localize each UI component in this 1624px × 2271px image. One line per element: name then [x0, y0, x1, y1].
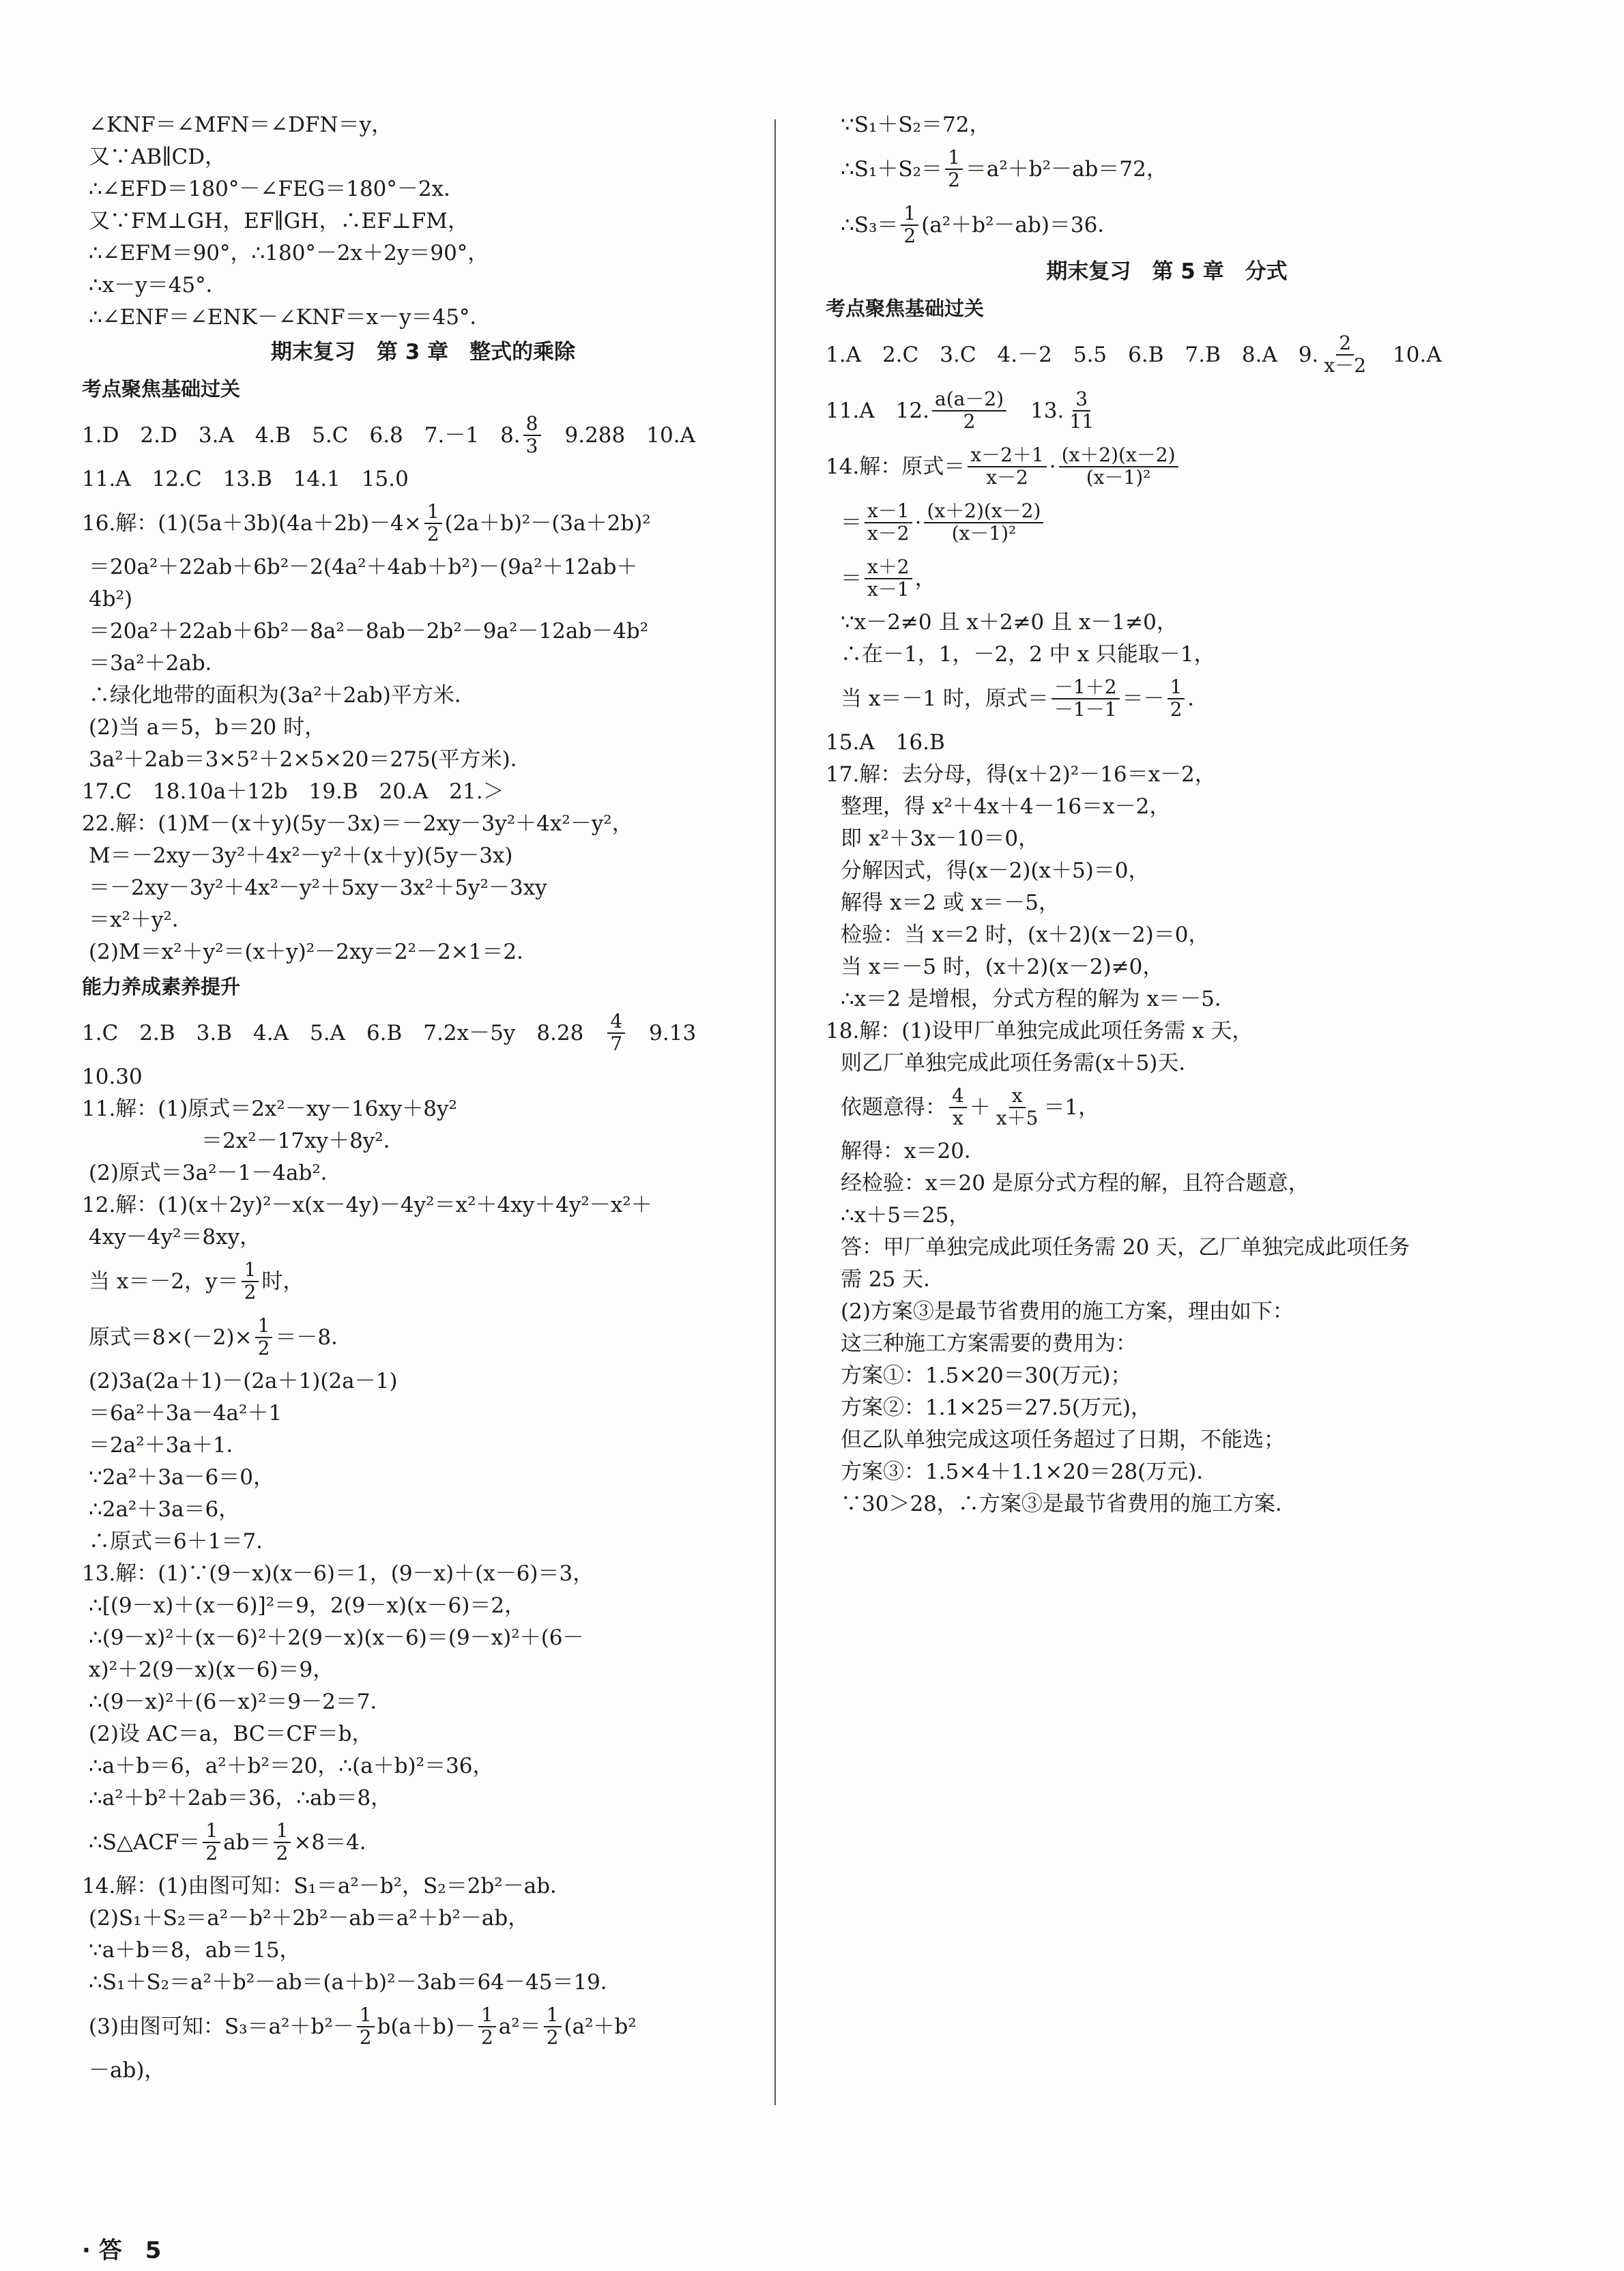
text-line: 检验：当 x＝2 时，(x＋2)(x－2)＝0，	[841, 923, 1210, 947]
text-line: 经检验：x＝20 是原分式方程的解，且符合题意，	[841, 1171, 1309, 1196]
text-line: 17.解：去分母，得(x＋2)²－16＝x－2，	[826, 762, 1216, 787]
text-line: ∴绿化地带的面积为(3a²＋2ab)平方米．	[89, 683, 476, 708]
answer-line: 11.A 12. $\frac{a(a-2)}{2}$ 13. $\frac{3}{11}$	[826, 383, 1508, 439]
text-line: ∴∠ENF＝∠ENK－∠KNF＝x－y＝45°．	[89, 305, 491, 330]
text-line: ∴S₁＋S₂＝a²＋b²－ab＝(a＋b)²－3ab＝64－45＝19．	[89, 1970, 622, 1995]
text-line: 解得 x＝2 或 x＝－5，	[841, 891, 1060, 915]
text-line: (2)原式＝3a²－1－4ab²．	[89, 1161, 342, 1185]
answer-line: 1.A 2.C 3.C 4.－2 5.5 6.B 7.B 8.A 9. $\frac{2}{x-2}$ 10.A	[826, 332, 1442, 377]
text-line: ∴∠EFM＝90°，∴180°－2x＋2y＝90°，	[89, 241, 489, 265]
text-line: 又∵AB∥CD，	[89, 145, 227, 169]
fraction: $\frac{1}{2}$	[945, 147, 963, 191]
text-line: ＝ $\frac{x+2}{x-1}$ ，	[841, 555, 936, 601]
fraction: $\frac{1}{2}$	[242, 1260, 259, 1303]
text-line: ∴a＋b＝6，a²＋b²＝20，∴(a＋b)²＝36，	[89, 1754, 494, 1778]
text-line: 方案③：1.5×4＋1.1×20＝28(万元)．	[841, 1460, 1218, 1484]
text-line: 方案①：1.5×20＝30(万元)；	[841, 1363, 1132, 1388]
text-line: 13.解：(1)∵(9－x)(x－6)＝1，(9－x)＋(x－6)＝3，	[82, 1561, 594, 1586]
text-line: 则乙厂单独完成此项任务需(x＋5)天．	[841, 1051, 1200, 1075]
text-line: 22.解：(1)M－(x＋y)(5y－3x)＝－2xy－3y²＋4x²－y²，	[82, 811, 633, 836]
text-line: ∵2a²＋3a－6＝0，	[89, 1465, 275, 1490]
text-line: 14.解：原式＝ $\frac{x-2+1}{x-2}$ · $\frac{(x+2)(x-2)}{\text{(x－1)²}}$	[826, 439, 1508, 495]
text-line: ∴x＋5＝25，	[841, 1203, 970, 1228]
answer-line: 1.D 2.D 3.A 4.B 5.C 6.8 7.－1 8. $\frac{8}{3}$ 9.288 10.A	[82, 412, 695, 457]
fraction: $\frac{4}{7}$	[607, 1011, 625, 1055]
text-line: ＝ $\frac{x-1}{x-2}$ · $\frac{(x+2)(x-2)}{\text{(x－1)²}}$	[826, 495, 1508, 551]
text-line: ∵S₁＋S₂＝72，	[841, 113, 991, 137]
section-title-ability: 能力养成素养提升	[82, 974, 241, 998]
text-line: 当 x＝－2，y＝ $\frac{1}{2}$ 时，	[89, 1258, 304, 1303]
fraction: $\frac{1}{2}$	[901, 203, 918, 247]
fraction: $\frac{x+2}{x-1}$	[865, 557, 912, 601]
text-line: (2)S₁＋S₂＝a²－b²＋2b²－ab＝a²＋b²－ab，	[89, 1906, 530, 1930]
fraction: $\frac{1}{2}$	[274, 1821, 291, 1864]
fraction: $\frac{2}{x-2}$	[1324, 332, 1367, 377]
text-line: (2)3a(2a＋1)－(2a＋1)(2a－1)	[89, 1369, 398, 1393]
text-line: ∵30＞28，∴方案③是最节省费用的施工方案．	[841, 1492, 1296, 1516]
text-line: ∵a＋b＝8，ab＝15，	[89, 1938, 301, 1963]
text-line: ＝2x²－17xy＋8y²．	[201, 1129, 405, 1153]
fraction: $\frac{1}{2}$	[1168, 677, 1185, 721]
fraction: $\frac{1}{2}$	[255, 1316, 273, 1359]
answer-line: 1.C 2.B 3.B 4.A 5.A 6.B 7.2x－5y 8.28 $\frac{4}{7}$ 9.13	[82, 1010, 697, 1055]
fraction: $\frac{4}{x}$	[949, 1086, 967, 1129]
text-line: ＝20a²＋22ab＋6b²－2(4a²＋4ab＋b²)－(9a²＋12ab＋	[89, 555, 638, 579]
fraction: $\frac{1}{2}$	[203, 1821, 220, 1864]
text-line: ∴在－1，1，－2，2 中 x 只能取－1，	[841, 642, 1215, 667]
fraction: $\frac{a(a-2)}{2}$	[932, 389, 1006, 433]
fraction: $\frac{(x+2)(x-2)}{\text{(x－1)²}}$	[924, 501, 1043, 545]
text-line: 依题意得： $\frac{4}{x}$ ＋ $\frac{x}{x+5}$ ＝1，	[841, 1084, 1100, 1129]
fraction: $\frac{(x+2)(x-2)}{\text{(x－1)²}}$	[1059, 445, 1178, 489]
text-line: 这三种施工方案需要的费用为：	[841, 1331, 1137, 1356]
text-line: ∴2a²＋3a＝6，	[89, 1497, 240, 1522]
text-line: 解得：x＝20．	[841, 1139, 985, 1163]
text-line: ＝x²＋y²．	[89, 908, 193, 932]
text-line: ∴x＝2 是增根，分式方程的解为 x＝－5．	[841, 987, 1236, 1011]
text-line: ∴[(9－x)＋(x－6)]²＝9，2(9－x)(x－6)＝2，	[89, 1593, 526, 1618]
text-line: 即 x²＋3x－10＝0，	[841, 826, 1040, 851]
text-line: M＝－2xy－3y²＋4x²－y²＋(x＋y)(5y－3x)	[89, 843, 513, 868]
text-line: 又∵FM⊥GH，EF∥GH，∴EF⊥FM，	[89, 209, 469, 233]
answer-line: 10.30	[82, 1065, 143, 1089]
text-line: ＝3a²＋2ab．	[89, 651, 227, 676]
answer-line: 17.C 18.10a＋12b 19.B 20.A 21.＞	[82, 779, 504, 804]
text-line: 答：甲厂单独完成此项任务需 20 天，乙厂单独完成此项任务	[841, 1235, 1410, 1260]
fraction: $\frac{1}{2}$	[478, 2005, 496, 2049]
text-line: 需 25 天．	[841, 1267, 945, 1292]
text-line: ∠KNF＝∠MFN＝∠DFN＝y，	[89, 113, 393, 137]
text-line: 12.解：(1)(x＋2y)²－x(x－4y)－4y²＝x²＋4xy＋4y²－x²＋	[82, 1193, 652, 1217]
chapter-3-title: 期末复习 第 3 章 整式的乘除	[270, 339, 576, 364]
text-line: ∴原式＝6＋1＝7．	[89, 1529, 278, 1554]
fraction: $\frac{8}{3}$	[523, 414, 541, 457]
right-column	[826, 109, 1508, 1520]
text-line: ∴∠EFD＝180°－∠FEG＝180°－2x．	[89, 177, 465, 201]
section-title-basics: 考点聚焦基础过关	[826, 296, 985, 320]
text-line: ＝－2xy－3y²＋4x²－y²＋5xy－3x²＋5y²－3xy	[89, 876, 547, 900]
text-line: (2)当 a＝5，b＝20 时，	[89, 715, 326, 740]
text-line: ＝2a²＋3a＋1．	[89, 1433, 248, 1458]
text-line: ∵x－2≠0 且 x＋2≠0 且 x－1≠0，	[841, 610, 1178, 635]
text-line: (2)设 AC＝a，BC＝CF＝b，	[89, 1722, 373, 1746]
chapter-5-title: 期末复习 第 5 章 分式	[1046, 259, 1288, 284]
text-line: 方案②：1.1×25＝27.5(万元)，	[841, 1395, 1152, 1420]
text-line: 分解因式，得(x－2)(x＋5)＝0，	[841, 858, 1150, 883]
fraction: $\frac{1}{2}$	[357, 2005, 375, 2049]
text-line: ∴S△ACF＝ $\frac{1}{2}$ ab＝ $\frac{1}{2}$ ×8＝4．	[89, 1819, 381, 1864]
left-column	[82, 109, 764, 2087]
fraction: $\frac{1}{2}$	[544, 2005, 562, 2049]
text-line: ∴(9－x)²＋(6－x)²＝9－2＝7．	[89, 1690, 392, 1714]
text-line: ∴a²＋b²＋2ab＝36，∴ab＝8，	[89, 1786, 392, 1810]
text-line: 11.解：(1)原式＝2x²－xy－16xy＋8y²	[82, 1097, 457, 1121]
page-number: · 答 5	[82, 2237, 162, 2264]
text-line: 当 x＝－5 时，(x＋2)(x－2)≠0，	[841, 955, 1164, 979]
text-line: ＝6a²＋3a－4a²＋1	[89, 1401, 282, 1426]
text-line: －ab)，	[89, 2058, 166, 2083]
text-line: 4b²)	[89, 587, 133, 611]
text-line: ＝20a²＋22ab＋6b²－8a²－8ab－2b²－9a²－12ab－4b²	[89, 619, 649, 643]
text-line: (2)M＝x²＋y²＝(x＋y)²－2xy＝2²－2×1＝2．	[89, 940, 538, 964]
text-line: ∴S₃＝ $\frac{1}{2}$ (a²＋b²－ab)＝36．	[841, 202, 1119, 247]
text-line: x)²＋2(9－x)(x－6)＝9，	[89, 1658, 334, 1682]
text-line: 14.解：(1)由图可知：S₁＝a²－b²，S₂＝2b²－ab．	[82, 1874, 572, 1898]
fraction: $\frac{1}{2}$	[424, 502, 442, 545]
fraction: $\frac{3}{11}$	[1069, 388, 1094, 433]
text-line: 18.解：(1)设甲厂单独完成此项任务需 x 天，	[826, 1019, 1253, 1043]
fraction: $\frac{x-2+1}{x-2}$	[968, 445, 1046, 489]
text-line: 16.解：(1)(5a＋3b)(4a＋2b)－4× $\frac{1}{2}$ (2a＋b)²－(3a＋2b)²	[82, 500, 651, 545]
text-line: ∴S₁＋S₂＝ $\frac{1}{2}$ ＝a²＋b²－ab＝72，	[841, 146, 1168, 191]
column-divider	[774, 119, 776, 2105]
fraction: $\frac{x-1}{x-2}$	[865, 501, 912, 545]
text-line: 4xy－4y²＝8xy，	[89, 1225, 261, 1249]
text-line: 整理，得 x²＋4x＋4－16＝x－2，	[841, 794, 1171, 819]
section-title-basics: 考点聚焦基础过关	[82, 377, 241, 401]
text-line: 原式＝8×(－2)× $\frac{1}{2}$ ＝－8．	[89, 1314, 353, 1359]
text-line: 当 x＝－1 时，原式＝ $\frac{-1+2}{-1-1}$ ＝－ $\frac{1}{2}$ ．	[841, 676, 1209, 721]
answer-line: 11.A 12.C 13.B 14.1 15.0	[82, 467, 409, 491]
text-line: 但乙队单独完成这项任务超过了日期，不能选；	[841, 1428, 1285, 1452]
fraction: $\frac{-1+2}{-1-1}$	[1052, 677, 1120, 721]
text-line: 3a²＋2ab＝3×5²＋2×5×20＝275(平方米)．	[89, 747, 532, 772]
answer-line: 15.A 16.B	[826, 730, 945, 755]
text-line: ∴(9－x)²＋(x－6)²＋2(9－x)(x－6)＝(9－x)²＋(6－	[89, 1625, 584, 1650]
fraction: $\frac{x}{x+5}$	[996, 1084, 1039, 1129]
text-line: ∴x－y＝45°．	[89, 273, 227, 298]
text-line: (3)由图可知：S₃＝a²＋b²－ $\frac{1}{2}$ b(a＋b)－ $\frac{1}{2}$ a²＝ $\frac{1}{2}$ (a²＋b²	[89, 2004, 637, 2049]
text-line: (2)方案③是最节省费用的施工方案，理由如下：	[841, 1299, 1294, 1324]
